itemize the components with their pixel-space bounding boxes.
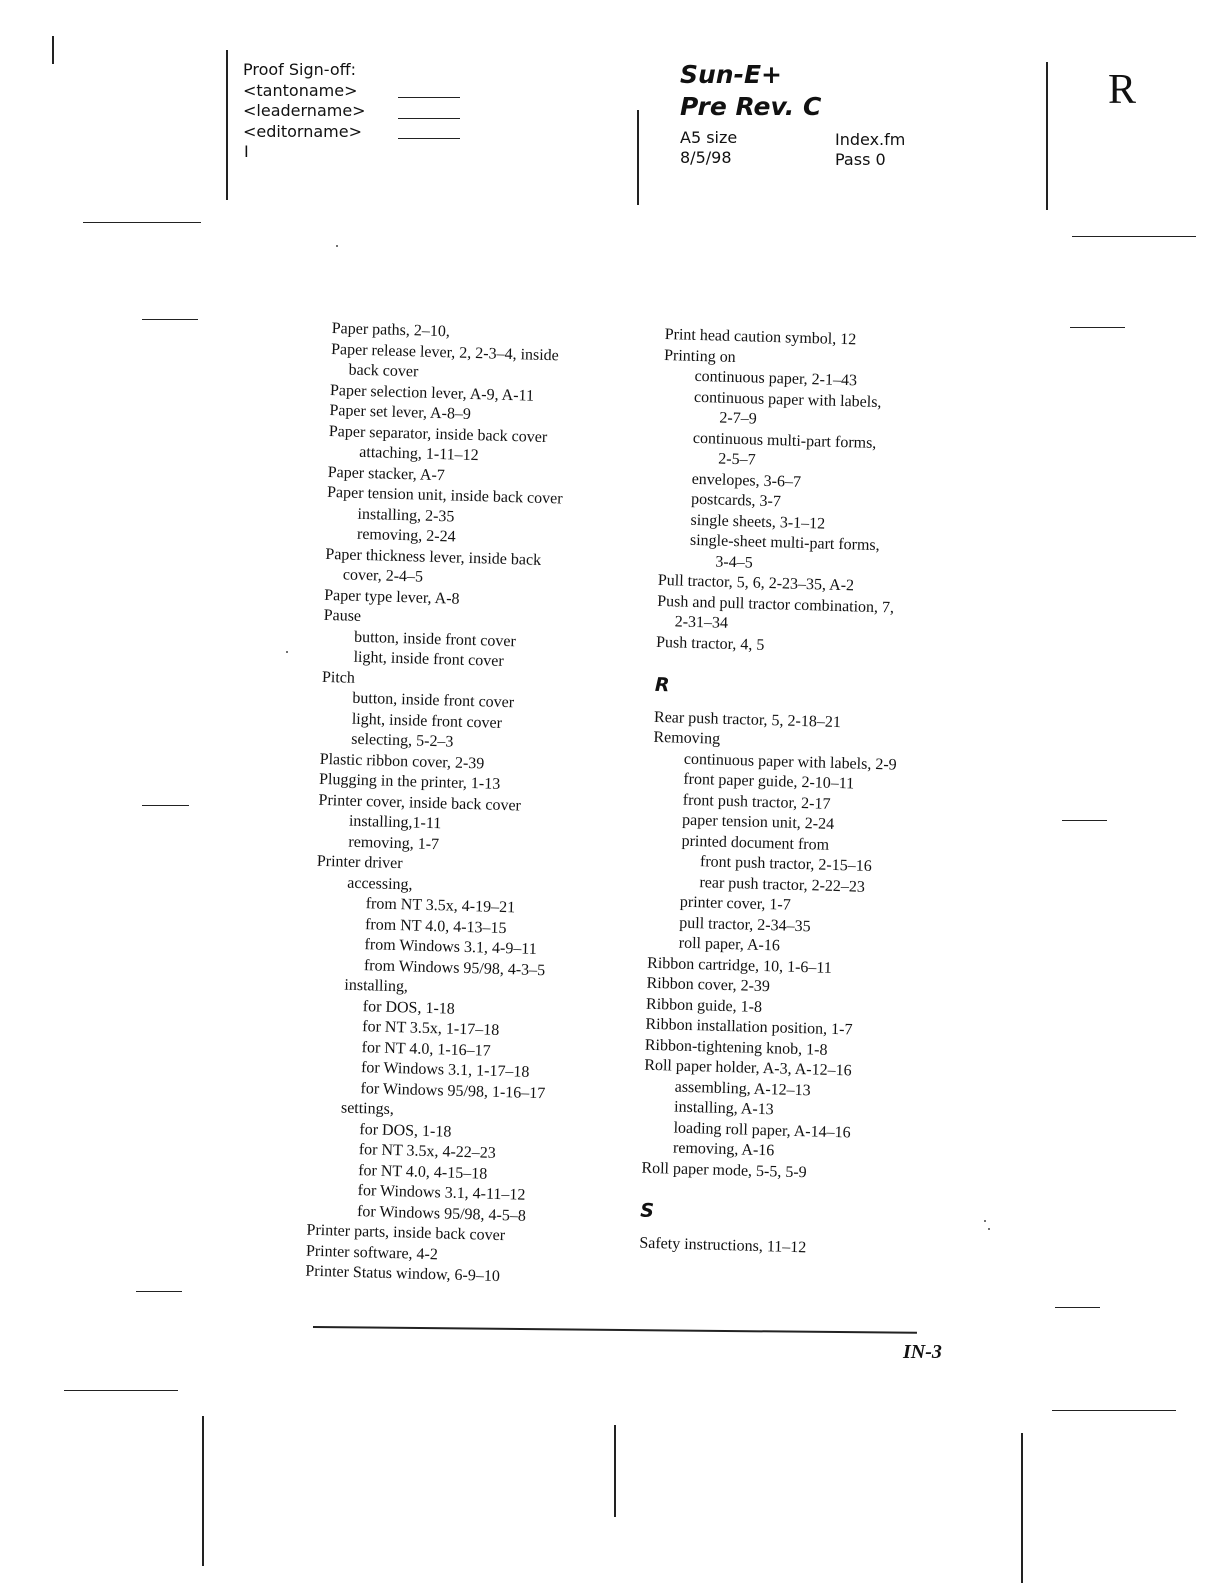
crop-mark — [83, 222, 201, 223]
job-file: Index.fm — [835, 130, 906, 149]
index-entry: Ribbon cartridge, 10, 1-6–11 — [646, 954, 833, 977]
index-entry: selecting, 5-2–3 — [351, 730, 454, 751]
index-entry: Plugging in the printer, 1-13 — [318, 770, 501, 793]
proof-role: <tantoname> — [243, 80, 358, 100]
index-entry: Safety instructions, 11–12 — [639, 1234, 807, 1256]
index-entry: Printer Status window, 6-9–10 — [305, 1262, 501, 1286]
page-number: IN-3 — [903, 1341, 942, 1363]
index-column-left — [305, 319, 632, 1291]
header-divider — [226, 50, 228, 200]
index-entry: continuous paper with labels, — [693, 388, 882, 411]
index-entry: 2-5–7 — [718, 450, 756, 469]
header-divider — [637, 110, 639, 205]
index-entry: installing,1-11 — [348, 812, 442, 833]
header-divider — [1046, 62, 1048, 210]
crop-mark — [1055, 1307, 1100, 1308]
index-entry: continuous paper, 2-1–43 — [694, 367, 858, 390]
job-title — [680, 59, 821, 123]
job-size: A5 size — [680, 128, 738, 147]
index-entry: Removing — [653, 728, 721, 748]
index-entry: Printer parts, inside back cover — [306, 1221, 506, 1245]
index-entry: removing, A-16 — [672, 1139, 775, 1160]
index-entry: Printer driver — [316, 852, 403, 873]
job-title-line: Pre Rev. C — [680, 92, 822, 121]
index-entry: rear push tractor, 2-22–23 — [699, 873, 866, 896]
speck — [988, 1228, 990, 1230]
index-entry: Push and pull tractor combination, 7, — [657, 592, 895, 617]
signature-line — [398, 97, 460, 98]
index-group-r — [641, 707, 974, 1187]
speck — [336, 245, 338, 247]
index-entry: Paper set lever, A-8–9 — [329, 401, 472, 423]
crop-mark — [614, 1425, 616, 1517]
index-entry: Plastic ribbon cover, 2-39 — [319, 750, 485, 772]
job-date: 8/5/98 — [680, 148, 732, 167]
speck — [286, 651, 288, 653]
index-entry: pull tractor, 2-34–35 — [679, 914, 811, 935]
index-entry: 2-7–9 — [719, 409, 757, 428]
index-entry: for Windows 3.1, 4-11–12 — [357, 1182, 526, 1204]
index-entry: from Windows 3.1, 4-9–11 — [364, 936, 537, 958]
index-entry: paper tension unit, 2-24 — [681, 811, 835, 833]
index-entry: Push tractor, 4, 5 — [655, 633, 765, 654]
index-entry: 3-4–5 — [715, 553, 753, 572]
index-entry: settings, — [340, 1099, 395, 1119]
index-entry: Ribbon guide, 1-8 — [645, 995, 763, 1016]
index-entry: button, inside front cover — [353, 628, 517, 650]
index-entry: accessing, — [347, 874, 413, 893]
index-entry: Pitch — [321, 668, 356, 687]
index-entry: printer cover, 1-7 — [679, 893, 791, 914]
index-entry: for NT 4.0, 1-16–17 — [361, 1038, 491, 1060]
index-entry: for NT 3.5x, 1-17–18 — [362, 1018, 500, 1039]
crop-mark — [136, 1291, 182, 1292]
index-entry: front push tractor, 2-17 — [682, 791, 831, 813]
index-entry: installing, A-13 — [673, 1098, 774, 1119]
index-entry: printed document from — [681, 832, 830, 854]
index-entry: Roll paper holder, A-3, A-12–16 — [644, 1056, 852, 1080]
index-entry: back cover — [348, 361, 419, 381]
index-entry: from NT 3.5x, 4-19–21 — [365, 895, 516, 917]
crop-mark — [64, 1390, 178, 1391]
index-entry: light, inside front cover — [353, 648, 504, 670]
index-entry: roll paper, A-16 — [678, 934, 781, 955]
index-entry: continuous paper with labels, 2-9 — [683, 750, 897, 774]
index-entry: Printer software, 4-2 — [305, 1242, 439, 1263]
proof-signoff — [243, 60, 366, 163]
speck — [984, 1220, 986, 1222]
index-entry: Paper thickness lever, inside back — [325, 545, 542, 569]
crop-mark — [1062, 820, 1107, 821]
index-entry: postcards, 3-7 — [690, 490, 782, 511]
signature-line — [398, 118, 460, 119]
index-entry: Paper stacker, A-7 — [327, 463, 446, 484]
section-letter-r: R — [654, 673, 670, 697]
crop-mark — [1021, 1433, 1023, 1583]
job-title-line: Sun-E+ — [680, 60, 783, 89]
registration-mark — [52, 36, 54, 64]
job-pass: Pass 0 — [835, 150, 886, 169]
index-entry: Pause — [323, 606, 362, 625]
section-letter-s: S — [639, 1199, 655, 1223]
crop-mark — [142, 319, 198, 320]
proof-heading: Proof Sign-off: — [243, 60, 357, 79]
index-entry: Paper paths, 2–10, — [331, 319, 451, 341]
index-entry: for Windows 3.1, 1-17–18 — [360, 1059, 530, 1081]
crop-mark — [1052, 1410, 1176, 1411]
job-meta-file — [835, 130, 905, 170]
index-entry: for NT 3.5x, 4-22–23 — [358, 1141, 497, 1162]
index-entry: light, inside front cover — [351, 710, 503, 732]
crop-mark — [202, 1416, 204, 1566]
index-entry: single-sheet multi-part forms, — [689, 531, 880, 555]
index-entry: Printer cover, inside back cover — [318, 791, 522, 814]
index-entry: cover, 2-4–5 — [342, 566, 424, 586]
corner-letter: R — [1108, 67, 1137, 113]
index-entry: Paper tension unit, inside back cover — [326, 483, 563, 508]
index-entry: installing, 2-35 — [357, 505, 455, 525]
index-entry: Ribbon cover, 2-39 — [646, 974, 771, 996]
index-group-p — [656, 325, 985, 662]
index-group-s — [639, 1233, 959, 1262]
index-entry: Ribbon installation position, 1-7 — [645, 1015, 853, 1039]
index-entry: Roll paper mode, 5-5, 5-9 — [641, 1159, 807, 1181]
index-entry: Rear push tractor, 5, 2-18–21 — [653, 708, 842, 731]
proof-role: <leadername> — [243, 101, 366, 120]
index-entry: for DOS, 1-18 — [362, 997, 456, 1018]
crop-mark — [1070, 327, 1125, 328]
index-entry: single sheets, 3-1–12 — [690, 511, 826, 533]
index-column-right — [639, 325, 985, 1263]
index-entry: attaching, 1-11–12 — [359, 443, 479, 465]
index-entry: Paper type lever, A-8 — [324, 586, 460, 608]
index-entry: button, inside front cover — [352, 689, 515, 712]
index-entry: envelopes, 3-6–7 — [691, 470, 802, 491]
index-entry: Pull tractor, 5, 6, 2-23–35, A-2 — [657, 571, 855, 595]
index-entry: assembling, A-12–13 — [674, 1078, 811, 1099]
index-entry: for NT 4.0, 4-15–18 — [358, 1161, 488, 1183]
index-entry: Paper selection lever, A-9, A-11 — [329, 381, 535, 405]
index-entry: front paper guide, 2-10–11 — [683, 770, 855, 793]
footer-rule — [313, 1326, 917, 1333]
signature-line — [398, 138, 460, 139]
index-entry: loading roll paper, A-14–16 — [673, 1119, 851, 1141]
proof-role: <editorname> — [243, 121, 362, 141]
index-entry: front push tractor, 2-15–16 — [699, 853, 872, 875]
crop-mark — [1072, 236, 1196, 237]
proof-extra: I — [244, 142, 249, 161]
index-entry: from NT 4.0, 4-13–15 — [364, 915, 507, 937]
index-entry: Printing on — [663, 346, 736, 366]
crop-mark — [142, 805, 189, 806]
index-entry: Paper separator, inside back cover — [328, 422, 548, 446]
index-entry: installing, — [344, 976, 409, 996]
index-entry: Ribbon-tightening knob, 1-8 — [644, 1036, 828, 1059]
index-entry: for Windows 95/98, 1-16–17 — [360, 1079, 546, 1102]
index-entry: removing, 1-7 — [348, 833, 440, 853]
index-entry: Paper release lever, 2, 2-3–4, inside — [330, 340, 560, 364]
index-entry: for Windows 95/98, 4-5–8 — [356, 1202, 527, 1225]
index-entry: continuous multi-part forms, — [692, 429, 877, 452]
index-entry: 2-31–34 — [674, 613, 729, 632]
index-entry: Print head caution symbol, 12 — [664, 325, 857, 349]
index-entry: from Windows 95/98, 4-3–5 — [363, 956, 546, 979]
index-entry: removing, 2-24 — [356, 525, 456, 546]
index-entry: for DOS, 1-18 — [359, 1120, 452, 1141]
job-meta — [680, 128, 737, 168]
